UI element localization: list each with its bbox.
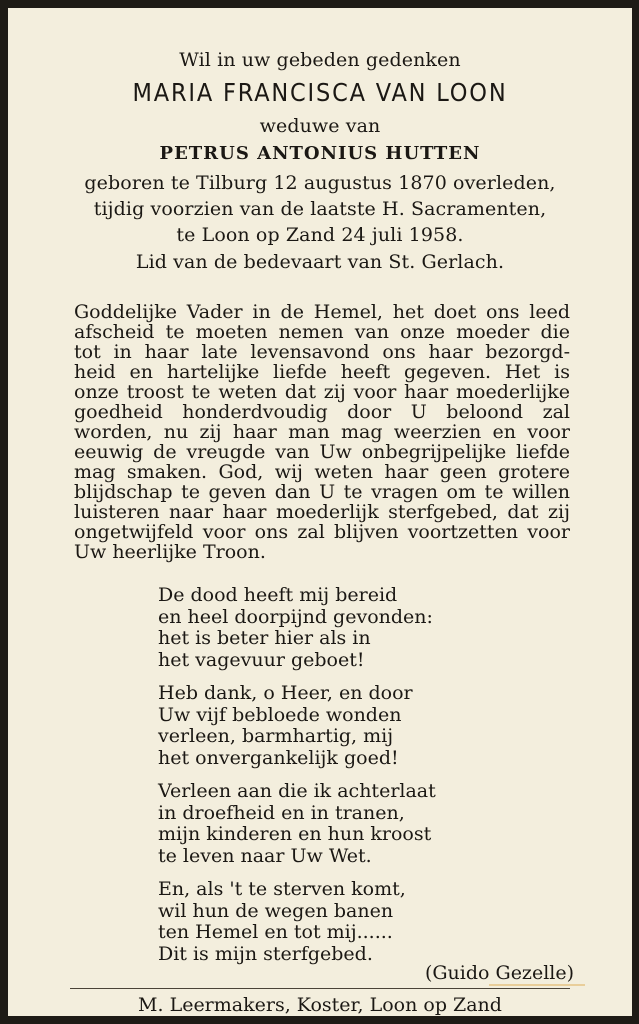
poem-line: het onvergankelijk goed!	[158, 746, 399, 769]
intro-text: Wil in uw gebeden gedenken	[179, 49, 461, 71]
printer-credit: M. Leermakers, Koster, Loon op Zand	[138, 994, 502, 1016]
membership-text: Lid van de bedevaart van St. Gerlach.	[135, 251, 505, 273]
poem-line: Heb dank, o Heer, en door	[158, 682, 413, 704]
prayer-paragraph	[74, 302, 570, 562]
card-header	[8, 48, 632, 274]
prayer-line: tot in haar late levensavond ons haar bezorgd-	[74, 341, 570, 363]
prayer-line: mag smaken. God, wij weten haar geen grotere	[74, 461, 570, 483]
poem-line: mijn kinderen en hun kroost	[158, 823, 432, 845]
poem-line: en heel doorpijnd gevonden:	[158, 605, 433, 628]
poem-line: het is beter hier als in	[158, 627, 371, 649]
bio-line: tijdig voorzien van de laatste H. Sacramenten,	[93, 198, 547, 220]
poem-line: het vagevuur geboet!	[158, 648, 365, 671]
highlight-mark	[489, 984, 585, 986]
poem-line: ten Hemel en tot mij......	[158, 921, 393, 943]
poem-line: wil hun de wegen banen	[158, 899, 394, 922]
poem-author	[425, 962, 574, 984]
prayer-line: onze troost te weten dat zij voor haar moederlijke	[74, 381, 570, 403]
poem-line: Uw vijf bebloede wonden	[158, 703, 402, 726]
prayer-line: Uw heerlijke Troon.	[74, 541, 266, 563]
poem-stanza	[158, 683, 436, 769]
poem	[158, 585, 436, 977]
poem-stanza	[158, 781, 436, 867]
prayer-line: eeuwig de vreugde van Uw onbegrijpelijke liefde	[74, 441, 570, 463]
memorial-card	[8, 8, 632, 1016]
prayer-line: goedheid honderdvoudig door U beloond zal	[74, 401, 570, 423]
prayer-line: blijdschap te geven dan U te vragen om te willen	[74, 481, 570, 503]
poem-line: Verleen aan die ik achterlaat	[158, 780, 436, 802]
footer-divider	[70, 988, 570, 989]
prayer-line: afscheid te moeten nemen van onze moeder die	[74, 321, 570, 343]
widow-of-text: weduwe van	[259, 115, 381, 137]
husband-name: PETRUS ANTONIUS HUTTEN	[159, 143, 481, 164]
prayer-line: Goddelijke Vader in de Hemel, het doet ons leed	[74, 301, 570, 323]
author-text: (Guido Gezelle)	[424, 962, 574, 984]
bio-line: te Loon op Zand 24 juli 1958.	[176, 224, 464, 246]
deceased-name: MARIA FRANCISCA VAN LOON	[132, 78, 508, 107]
bio-line: geboren te Tilburg 12 augustus 1870 overleden,	[84, 172, 556, 194]
poem-line: verleen, barmhartig, mij	[158, 725, 394, 747]
poem-line: De dood heeft mij bereid	[158, 584, 398, 606]
prayer-line: ongetwijfeld voor ons zal blijven voortzetten voor	[74, 521, 570, 543]
poem-stanza	[158, 879, 436, 965]
biography	[8, 170, 632, 248]
poem-line: te leven naar Uw Wet.	[158, 844, 372, 867]
prayer-line: heid en hartelijke liefde heeft gegeven. Het is	[74, 361, 570, 383]
prayer-line: luisteren naar haar moederlijk sterfgebed, dat zij	[74, 501, 570, 523]
poem-line: in droefheid en in tranen,	[158, 801, 405, 824]
poem-line: En, als 't te sterven komt,	[158, 878, 406, 900]
poem-stanza	[158, 585, 436, 671]
prayer-line: worden, nu zij haar man mag weerzien en voor	[74, 421, 570, 443]
poem-line: Dit is mijn sterfgebed.	[158, 942, 373, 965]
